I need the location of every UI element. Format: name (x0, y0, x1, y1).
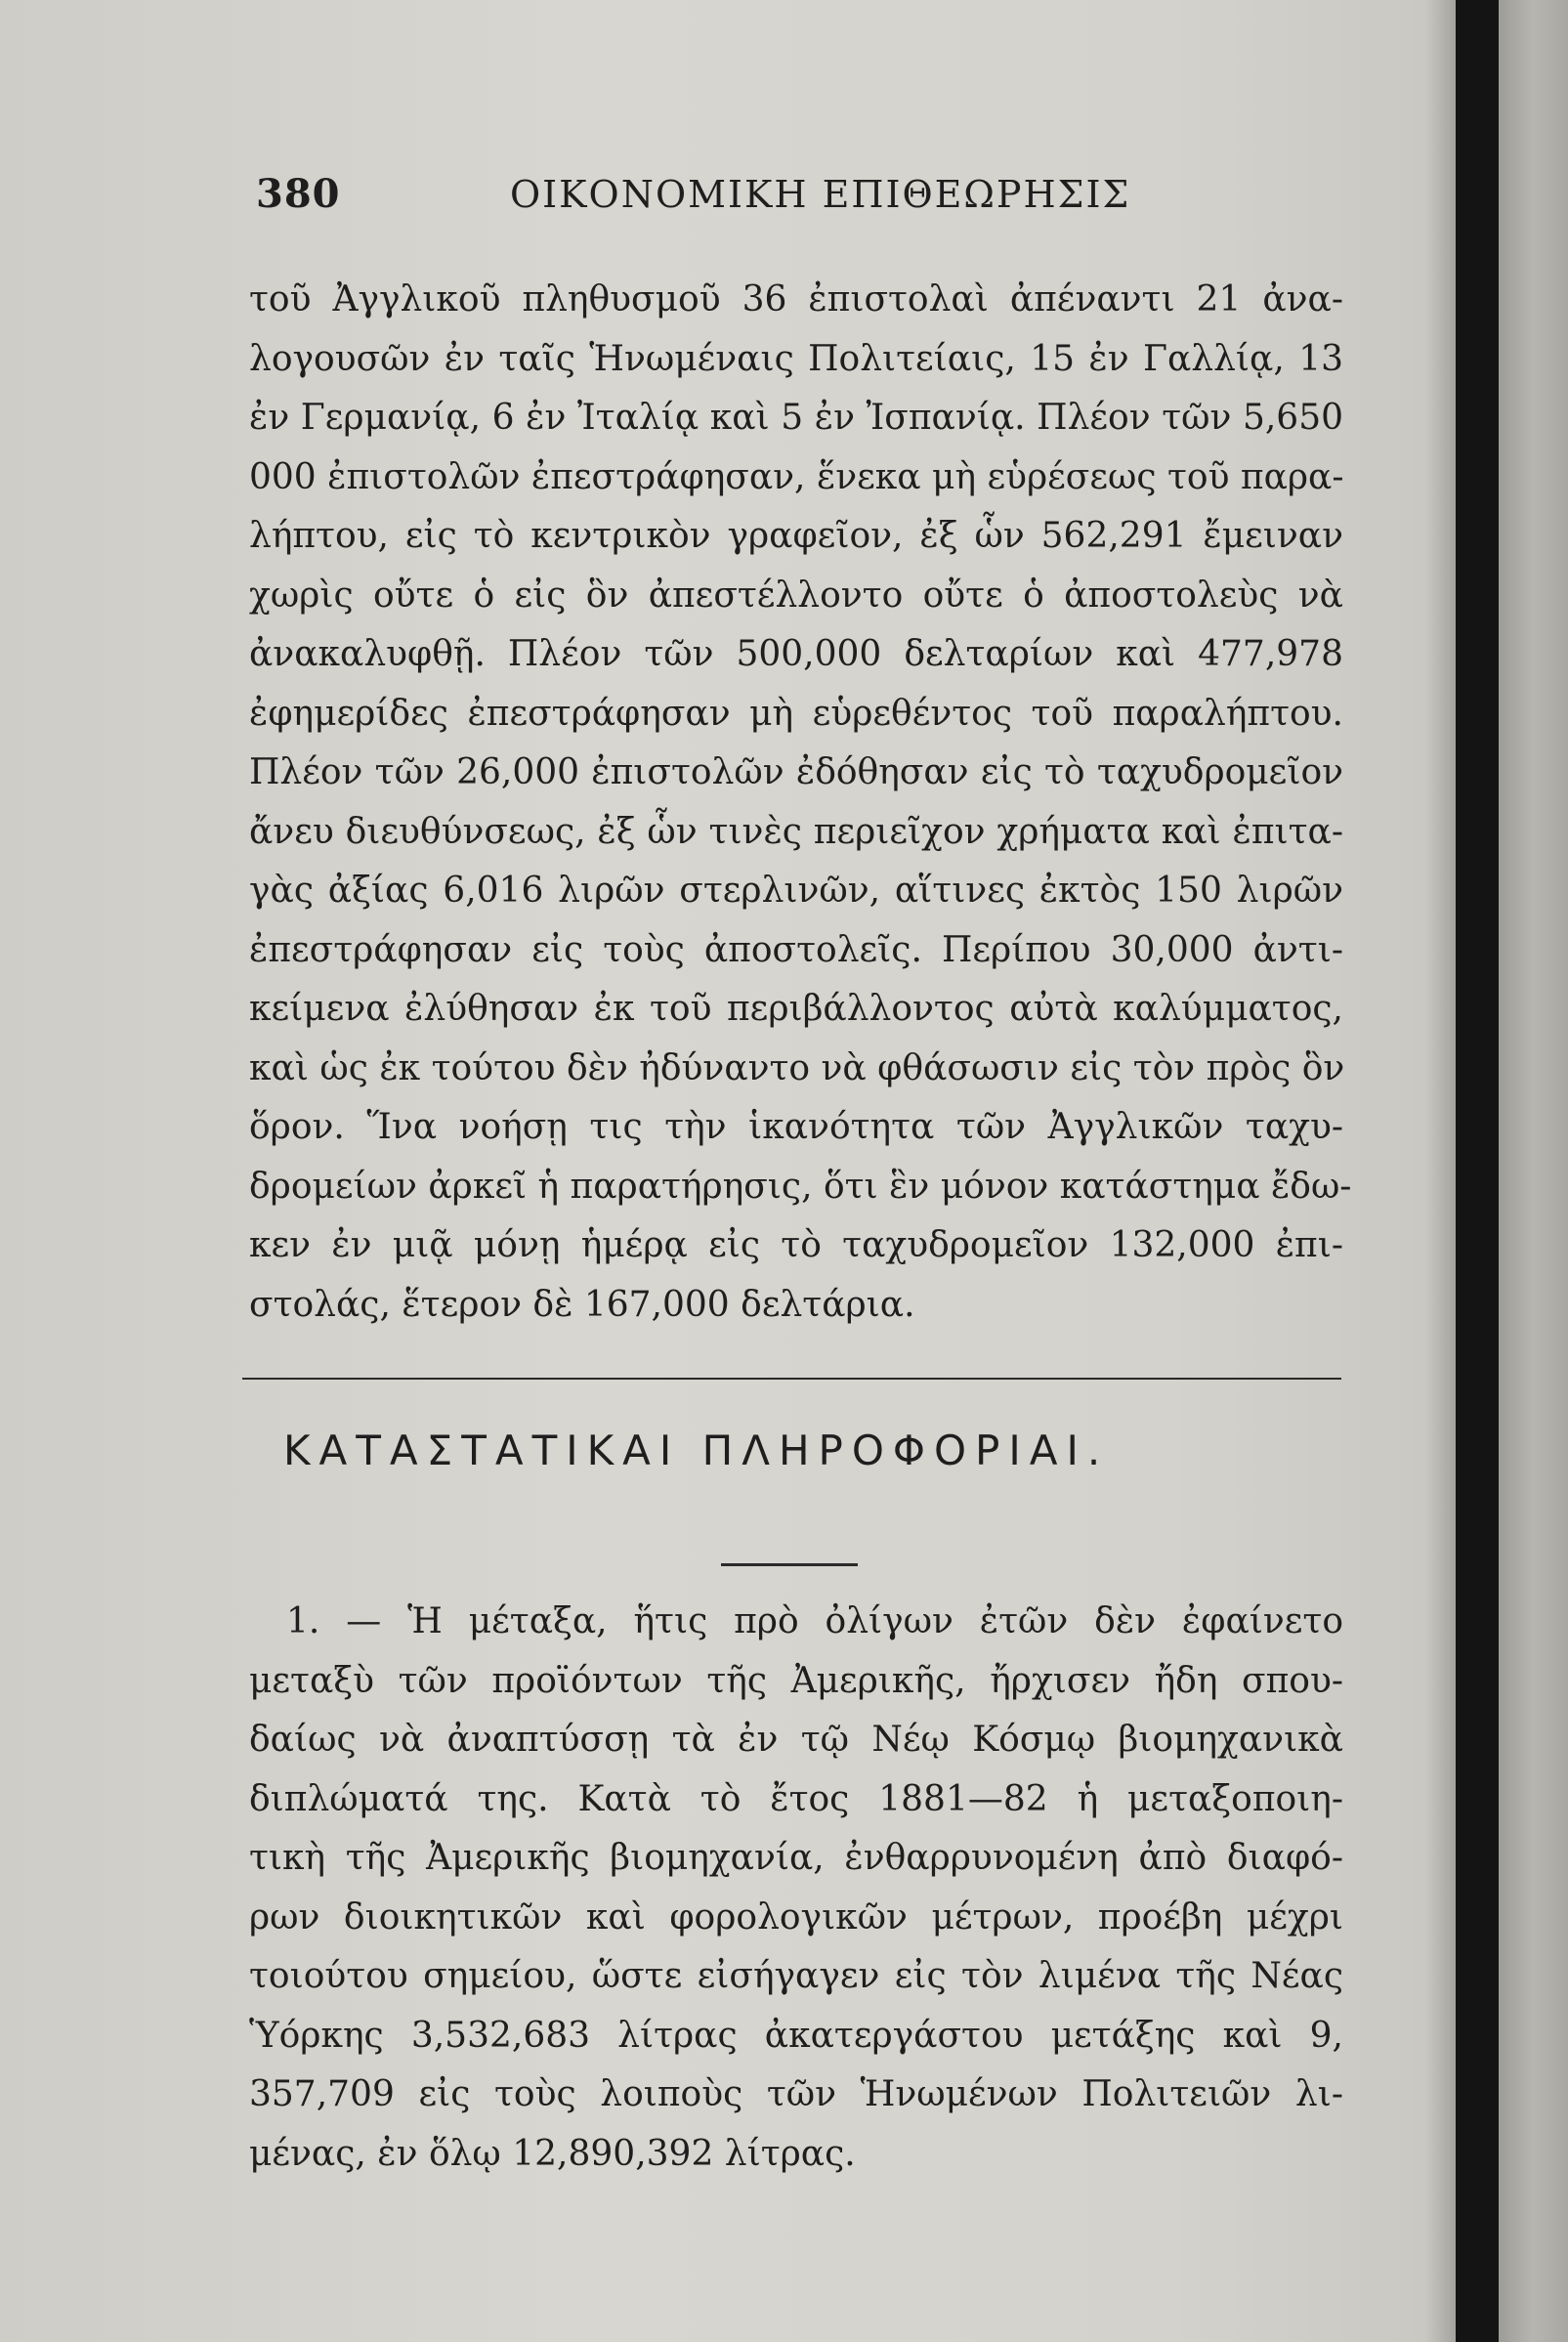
paragraph-silk-industry (249, 1593, 1343, 2184)
text-line: ἐφημερίδες ἐπεστράφησαν μὴ εὑρεθέντος τοῦ παραλήπτου. (249, 693, 1343, 734)
page-number: 380 (256, 171, 341, 217)
text-line: μεταξὺ τῶν προϊόντων τῆς Ἀμερικῆς, ἤρχισεν ἤδη σπου- (249, 1660, 1343, 1701)
paragraph-postal-statistics (249, 271, 1352, 1335)
text-line: γὰς ἀξίας 6,016 λιρῶν στερλινῶν, αἵτινες ἐκτὸς 150 λιρῶν (249, 871, 1343, 911)
text-line: Πλέον τῶν 26,000 ἐπιστολῶν ἐδόθησαν εἰς τὸ ταχυδρομεῖον (249, 752, 1343, 792)
text-line: Ὑόρκης 3,532,683 λίτρας ἀκατεργάστου μετάξης καὶ 9, (249, 2015, 1343, 2056)
text-line: τοιούτου σημείου, ὥστε εἰσήγαγεν εἰς τὸν λιμένα τῆς Νέας (249, 1956, 1343, 1996)
text-line: 357,709 εἰς τοὺς λοιποὺς τῶν Ἡνωμένων Πολιτειῶν λι- (249, 2074, 1343, 2114)
text-line: μένας, ἐν ὅλῳ 12,890,392 λίτρας. (249, 2133, 856, 2174)
text-line: κεν ἐν μιᾷ μόνῃ ἡμέρᾳ εἰς τὸ ταχυδρομεῖον 132,000 ἐπι- (249, 1225, 1343, 1265)
text-line: στολάς, ἕτερον δὲ 167,000 δελτάρια. (249, 1284, 915, 1325)
facing-page-edge (1499, 0, 1568, 2342)
section-heading: ΚΑΤΑΣΤΑΤΙΚΑΙ ΠΛΗΡΟΦΟΡΙΑΙ. (283, 1426, 1110, 1474)
text-line: λογουσῶν ἐν ταῖς Ἡνωμέναις Πολιτείαις, 15 ἐν Γαλλίᾳ, 13 (249, 338, 1343, 379)
text-line: δαίως νὰ ἀναπτύσσῃ τὰ ἐν τῷ Νέῳ Κόσμῳ βιομηχανικὰ (249, 1720, 1343, 1760)
book-spine (1456, 0, 1499, 2342)
text-line: ἐπεστράφησαν εἰς τοὺς ἀποστολεῖς. Περίπου 30,000 ἀντι- (249, 929, 1343, 970)
text-line: 1. — Ἡ μέταξα, ἥτις πρὸ ὀλίγων ἐτῶν δὲν ἐφαίνετο (286, 1601, 1343, 1641)
text-line: καὶ ὡς ἐκ τούτου δὲν ἠδύναντο νὰ φθάσωσιν εἰς τὸν πρὸς ὃν (249, 1047, 1345, 1088)
gutter-shadow (1424, 0, 1456, 2342)
text-line: δρομείων ἀρκεῖ ἡ παρατήρησις, ὅτι ἓν μόνον κατάστημα ἔδω- (249, 1166, 1352, 1207)
text-line: ἐν Γερμανίᾳ, 6 ἐν Ἰταλίᾳ καὶ 5 ἐν Ἰσπανίᾳ. Πλέον τῶν 5,650 (249, 398, 1343, 438)
text-line: χωρὶς οὔτε ὁ εἰς ὃν ἀπεστέλλοντο οὔτε ὁ ἀποστολεὺς νὰ (249, 575, 1343, 616)
section-divider-rule (242, 1378, 1341, 1380)
text-line: ὅρον. Ἵνα νοήσῃ τις τὴν ἱκανότητα τῶν Ἀγγλικῶν ταχυ- (249, 1107, 1343, 1147)
running-head (256, 171, 1321, 230)
text-line: κείμενα ἐλύθησαν ἐκ τοῦ περιβάλλοντος αὐτὰ καλύμματος, (249, 989, 1343, 1029)
text-line: ἄνευ διευθύνσεως, ἐξ ὧν τινὲς περιεῖχον χρήματα καὶ ἐπιτα- (249, 811, 1343, 852)
text-line: λήπτου, εἰς τὸ κεντρικὸν γραφεῖον, ἐξ ὧν 562,291 ἔμειναν (249, 516, 1343, 556)
text-line: τικὴ τῆς Ἀμερικῆς βιομηχανία, ἐνθαρρυνομένη ἀπὸ διαφό- (249, 1838, 1343, 1878)
text-line: διπλώματά της. Κατὰ τὸ ἔτος 1881—82 ἡ μεταξοποιη- (249, 1778, 1343, 1819)
journal-title: ΟΙΚΟΝΟΜΙΚΗ ΕΠΙΘΕΩΡΗΣΙΣ (510, 173, 1131, 216)
text-line: τοῦ Ἀγγλικοῦ πληθυσμοῦ 36 ἐπιστολαὶ ἀπέναντι 21 ἀνα- (249, 279, 1343, 319)
text-line: ἀνακαλυφθῇ. Πλέον τῶν 500,000 δελταρίων καὶ 477,978 (249, 634, 1343, 674)
text-line: 000 ἐπιστολῶν ἐπεστράφησαν, ἕνεκα μὴ εὑρέσεως τοῦ παρα- (249, 456, 1344, 497)
heading-underline-rule (721, 1563, 858, 1566)
text-line: ρων διοικητικῶν καὶ φορολογικῶν μέτρων, προέβη μέχρι (249, 1896, 1343, 1937)
